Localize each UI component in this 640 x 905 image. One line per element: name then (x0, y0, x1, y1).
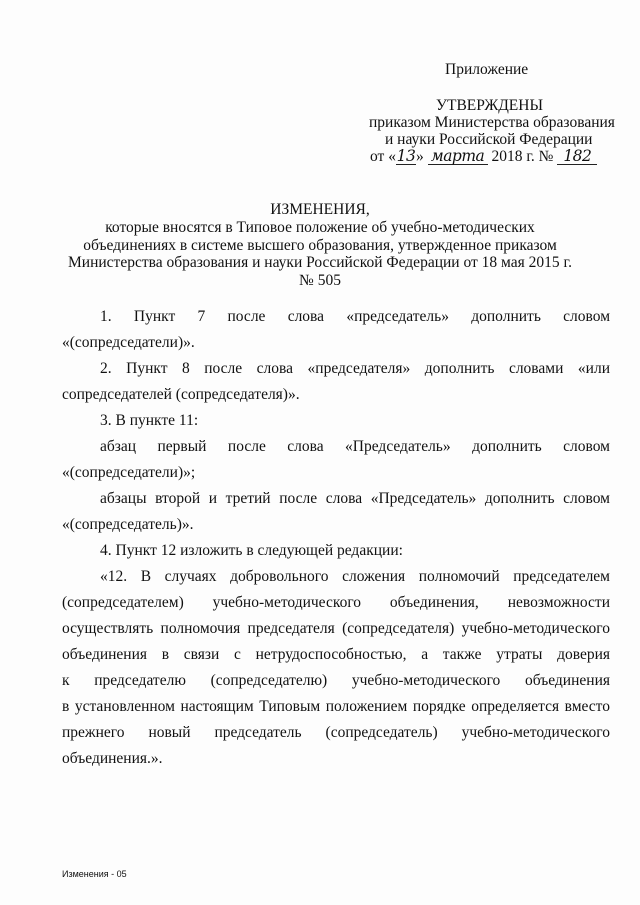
paragraph-line: 3. В пункте 11: (100, 412, 199, 429)
paragraph-line: 1. Пункт 7 после слова «председатель» дополнить словом (100, 308, 610, 325)
document-subtitle: которые вносятся в Типовое положение об учебно-методических объединениях в системе высшего образования, утвержденное приказом Министерства образования и науки Российской Федерации от 18 мая 2015 г. № 505 (68, 219, 572, 289)
order-line-2: и науки Российской Федерации (385, 131, 593, 148)
order-number: 182 (557, 149, 597, 165)
paragraph-line: объединения в связи с нетрудоспособностью, а также утраты доверия (62, 646, 610, 663)
paragraph-line: 2. Пункт 8 после слова «председателя» дополнить словами «или (100, 360, 610, 377)
paragraph-line: «(сопредседатели)». (62, 334, 195, 351)
order-date-line (370, 148, 597, 166)
paragraph-line: абзац первый после слова «Председатель» дополнить словом (100, 438, 610, 455)
paragraph-line: объединения.». (62, 750, 163, 767)
paragraph-line: 4. Пункт 12 изложить в следующей редакции: (100, 542, 403, 559)
page-footer: Изменения - 05 (62, 869, 127, 879)
approved-label: УТВЕРЖДЕНЫ (436, 97, 543, 114)
date-prefix: от « (370, 148, 396, 165)
date-quote-close: » (415, 148, 424, 165)
document-title: ИЗМЕНЕНИЯ, (270, 201, 370, 218)
paragraph-line: (сопредседателем) учебно-методического объединения, невозможности (62, 594, 610, 611)
paragraph-line: «(сопредседатель)». (62, 516, 194, 533)
paragraph-line: «(сопредседатели)»; (62, 464, 196, 481)
date-month: марта (428, 149, 488, 165)
paragraph-line: в установленном настоящим Типовым положением порядке определяется вместо (62, 698, 610, 715)
paragraph-line: абзацы второй и третий после слова «Председатель» дополнить словом (100, 490, 610, 507)
paragraph-line: к председателю (сопредседателю) учебно-методического объединения (62, 672, 610, 689)
paragraph-line: прежнего новый председатель (сопредседатель) учебно-методического (62, 724, 610, 741)
paragraph-line: осуществлять полномочия председателя (сопредседателя) учебно-методического (62, 620, 610, 637)
paragraph-line: сопредседателей (сопредседателя)». (62, 386, 300, 403)
appendix-label: Приложение (445, 61, 529, 78)
paragraph-line: «12. В случаях добровольного сложения полномочий председателем (100, 568, 610, 585)
date-day: 13 (396, 147, 416, 165)
date-year: 2018 г. № (491, 148, 554, 165)
order-line-1: приказом Министерства образования (369, 114, 615, 131)
